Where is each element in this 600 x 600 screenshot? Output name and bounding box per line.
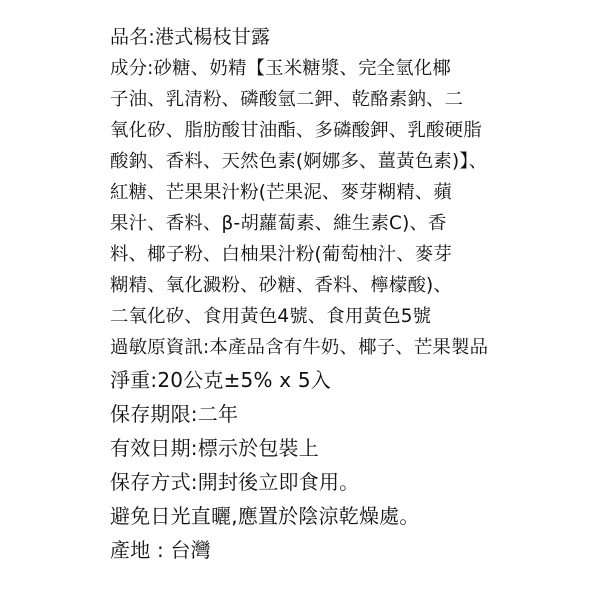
expiry-date: 有效日期:標示於包裝上: [110, 436, 319, 460]
shelf-life: 保存期限:二年: [110, 402, 239, 426]
net-weight: 淨重:20公克±5% x 5入: [110, 368, 331, 392]
product-label: [110, 22, 590, 567]
ingredients-line: 果汁、香料、β-胡蘿蔔素、維生素C)、香: [110, 213, 447, 234]
ingredients-line: 成分:砂糖、奶精【玉米糖漿、完全氫化椰: [110, 58, 452, 79]
ingredients-line: 糊精、氧化澱粉、砂糖、香料、檸檬酸)、: [110, 275, 453, 296]
allergen-info: 過敏原資訊:本產品含有牛奶、椰子、芒果製品: [110, 337, 489, 358]
origin: 產地 : 台灣: [110, 538, 211, 562]
storage-note: 避免日光直曬,應置於陰涼乾燥處。: [110, 504, 420, 528]
ingredients-line: 二氧化矽、食用黃色4號、食用黃色5號: [110, 306, 432, 327]
storage-method: 保存方式:開封後立即食用。: [110, 470, 360, 494]
ingredients-line: 料、椰子粉、白柚果汁粉(葡萄柚汁、麥芽: [110, 244, 453, 265]
product-name: 品名:港式楊枝甘露: [110, 26, 271, 48]
ingredients-line: 酸鈉、香料、天然色素(婀娜多、薑黃色素)】、: [110, 151, 488, 172]
ingredients-line: 紅糖、芒果果汁粉(芒果泥、麥芽糊精、蘋: [110, 182, 453, 203]
ingredients-line: 氧化矽、脂肪酸甘油酯、多磷酸鉀、乳酸硬脂: [110, 120, 482, 141]
ingredients-line: 子油、乳清粉、磷酸氫二鉀、乾酪素鈉、二: [110, 89, 464, 110]
